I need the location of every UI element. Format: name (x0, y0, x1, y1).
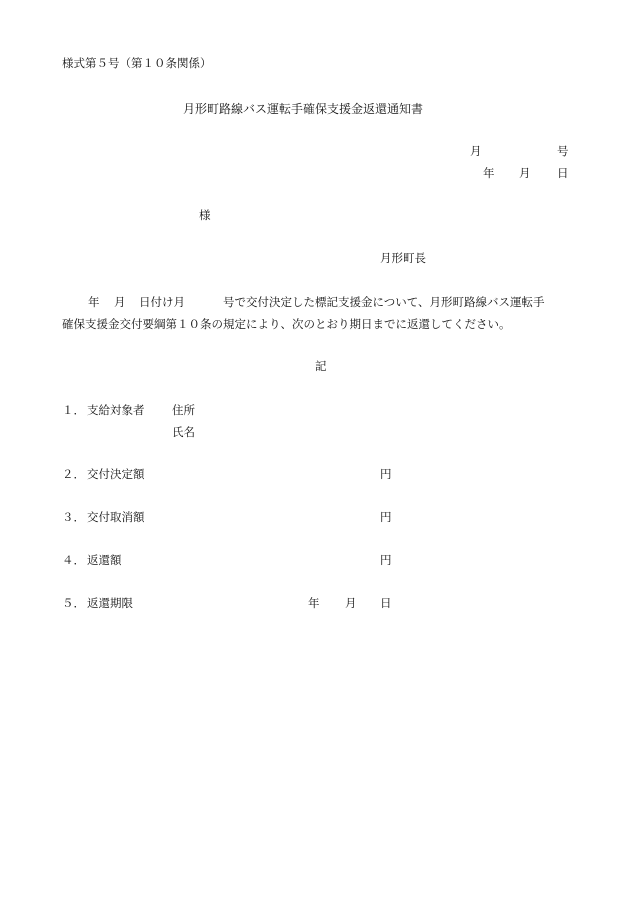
doc-date-day: 日 (557, 166, 569, 180)
doc-date-month: 月 (519, 166, 531, 180)
item-5-month: 月 (345, 596, 357, 610)
item-5-label: 返還期限 (87, 596, 133, 610)
item-4-unit: 円 (380, 553, 392, 567)
body-line2: 確保支援金交付要綱第１０条の規定により、次のとおり期日までに返還してください。 (62, 317, 511, 331)
item-3-unit: 円 (380, 510, 392, 524)
item-4-label: 返還額 (87, 553, 122, 567)
item-1-address-label: 住所 (172, 403, 195, 417)
item-1-name-label: 氏名 (172, 425, 195, 439)
issuer-name: 月形町長 (380, 251, 426, 265)
body-year: 年 (88, 295, 100, 309)
ki-heading: 記 (315, 359, 327, 373)
item-2-label: 交付決定額 (87, 467, 145, 481)
item-3-number: ３． (62, 510, 85, 524)
item-3-label: 交付取消額 (87, 510, 145, 524)
body-month: 月 (114, 295, 126, 309)
body-line1-rest: 号で交付決定した標記支援金について、月形町路線バス運転手 (223, 295, 545, 309)
item-1-number: １． (62, 403, 85, 417)
doc-number-suffix: 号 (557, 144, 569, 158)
doc-number-month: 月 (470, 144, 482, 158)
doc-date-year: 年 (483, 166, 495, 180)
form-label: 様式第５号（第１０条関係） (62, 56, 212, 70)
item-1-label: 支給対象者 (87, 403, 145, 417)
body-day: 日付け月 (139, 295, 185, 309)
recipient-suffix: 様 (199, 208, 211, 222)
item-5-day: 日 (380, 596, 392, 610)
item-5-year: 年 (308, 596, 320, 610)
item-2-number: ２． (62, 467, 85, 481)
document-title: 月形町路線バス運転手確保支援金返還通知書 (183, 102, 424, 116)
item-2-unit: 円 (380, 467, 392, 481)
item-5-number: ５． (62, 596, 85, 610)
item-4-number: ４． (62, 553, 85, 567)
